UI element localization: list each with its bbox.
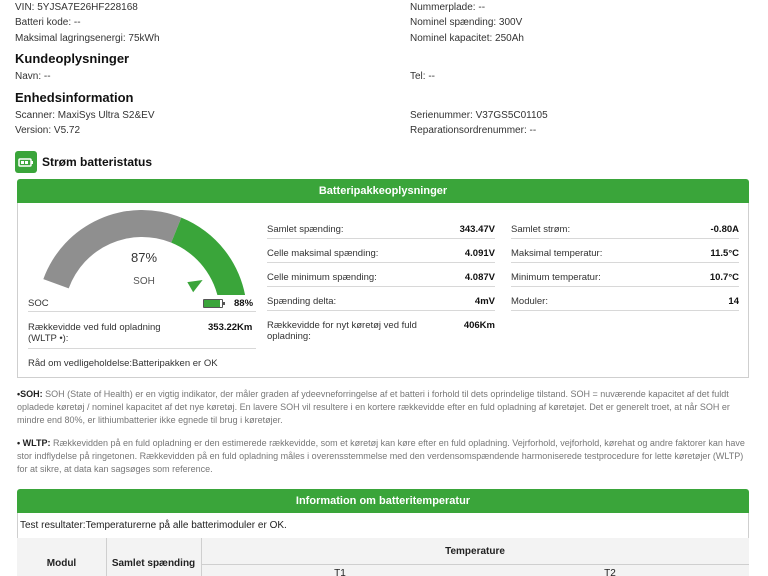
row-underline: [267, 238, 495, 239]
row-label: Rækkevidde for nyt køretøj ved fuld opladning:: [267, 320, 417, 342]
table-header-right-bg: [201, 538, 749, 576]
soh-note-text: SOH (State of Health) er en vigtig indikator, der måler graden af ydeevneforringelse af et batteri i forhold til dets oprindelige tilstand. SOH = nuværende kapacitet af det fuldt opladede køretøj / nominel kapacitet af det nye køretøj. En lavere SOH vil resultere i en kortere rækkevidde efter en fuld opladning af køretøjet. Det er generelt troet, at når SOH er mindre end 80%, er lithiumbatterier ikke egnede til brug i køretøjer.: [17, 389, 730, 425]
col-module: Modul: [46, 558, 77, 569]
row-divider: [201, 564, 749, 565]
range-underline: [28, 348, 256, 349]
repair-order-text: Reparationsordrenummer: --: [410, 125, 537, 136]
table-header-left-bg: [17, 538, 201, 576]
row-value: 4mV: [474, 296, 495, 307]
col-t1: T1: [334, 568, 346, 576]
row-label: Moduler:: [511, 296, 548, 307]
col-temperature: Temperature: [445, 546, 505, 557]
pack-row-modules: [511, 296, 739, 307]
row-underline: [267, 310, 495, 311]
range-label: Rækkevidde ved fuld opladning (WLTP •):: [28, 322, 161, 344]
nominal-capacity-text: Nominel kapacitet: 250Ah: [410, 33, 524, 44]
row-label: Samlet strøm:: [511, 224, 571, 235]
pack-row-total-current: [511, 224, 739, 235]
wltp-note-text: Rækkevidden på en fuld opladning er den estimerede rækkevidde, som et køretøj kan køre efter en fuld opladning. Vejrforhold, vejforhold, kørehat og andre faktorer kan have stor indflydelse på ringetonen. Rækkevidden på en fuld opladning måles i overensstemmelse med den verdensomspændende harmoniserede testprocedure for lette køretøjer (WLTP) for at sikre, at data kan sagsøges som reference.: [17, 438, 745, 474]
wltp-note-key: • WLTP:: [17, 438, 51, 448]
wltp-note: [17, 437, 747, 476]
row-underline: [267, 262, 495, 263]
pack-row-min-temp: [511, 272, 739, 283]
col-divider: [106, 538, 107, 576]
temperature-header: Information om batteritemperatur: [17, 489, 749, 513]
row-underline: [511, 262, 739, 263]
pack-row-total-voltage: [267, 224, 495, 235]
customer-title: Kundeoplysninger: [15, 51, 130, 66]
pack-row-new-range: [267, 320, 495, 342]
soh-label: SOH: [133, 276, 155, 287]
row-label: Celle maksimal spænding:: [267, 248, 379, 259]
pack-row-cell-min-voltage: [267, 272, 495, 283]
row-underline: [511, 286, 739, 287]
max-energy-text: Maksimal lagringsenergi: 75kWh: [15, 33, 160, 44]
vin-text: VIN: 5YJSA7E26HF228168: [15, 2, 138, 13]
row-value: 10.7°C: [709, 272, 739, 283]
nominal-voltage-text: Nominel spænding: 300V: [410, 17, 523, 28]
row-value: 343.47V: [459, 224, 495, 235]
customer-tel-text: Tel: --: [410, 71, 435, 82]
row-value: 4.091V: [464, 248, 495, 259]
version-text: Version: V5.72: [15, 125, 81, 136]
row-label: Celle minimum spænding:: [267, 272, 377, 283]
row-value: 406Km: [463, 320, 495, 331]
battery-icon: [15, 151, 37, 173]
col-total-voltage: Samlet spænding: [111, 558, 196, 569]
serial-text: Serienummer: V37GS5C01105: [410, 110, 548, 121]
soc-value: 88%: [234, 298, 254, 309]
soc-battery-icon: [203, 299, 223, 308]
soh-value: 87%: [130, 250, 158, 265]
row-underline: [267, 286, 495, 287]
row-label: Minimum temperatur:: [511, 272, 601, 283]
maintenance-advice: Råd om vedligeholdelse:Batteripakken er OK: [28, 358, 218, 369]
row-label: Spænding delta:: [267, 296, 337, 307]
soh-note: [17, 388, 747, 427]
soc-underline: [28, 311, 256, 312]
pack-row-max-temp: [511, 248, 739, 259]
customer-name-text: Navn: --: [15, 71, 51, 82]
col-t2: T2: [604, 568, 616, 576]
pack-header: Batteripakkeoplysninger: [17, 179, 749, 203]
soc-battery-tip: [223, 302, 225, 305]
row-underline: [511, 310, 739, 311]
row-value: 11.5°C: [710, 248, 739, 259]
pack-row-voltage-delta: [267, 296, 495, 307]
temperature-result: Test resultater:Temperaturerne på alle batterimoduler er OK.: [20, 520, 287, 531]
scanner-text: Scanner: MaxiSys Ultra S2&EV: [15, 110, 155, 121]
row-value: 4.087V: [464, 272, 495, 283]
plate-text: Nummerplade: --: [410, 2, 486, 13]
row-value: 14: [728, 296, 739, 307]
soc-label: SOC: [28, 298, 49, 309]
row-underline: [511, 238, 739, 239]
row-value: -0.80A: [710, 224, 739, 235]
row-label: Samlet spænding:: [267, 224, 344, 235]
col-divider: [201, 538, 202, 576]
soh-note-key: •SOH:: [17, 389, 43, 399]
status-title: Strøm batteristatus: [42, 155, 153, 169]
device-title: Enhedsinformation: [15, 90, 134, 105]
battery-code-text: Batteri kode: --: [15, 17, 81, 28]
range-value: 353.22Km: [208, 322, 253, 333]
pack-row-cell-max-voltage: [267, 248, 495, 259]
row-label: Maksimal temperatur:: [511, 248, 603, 259]
